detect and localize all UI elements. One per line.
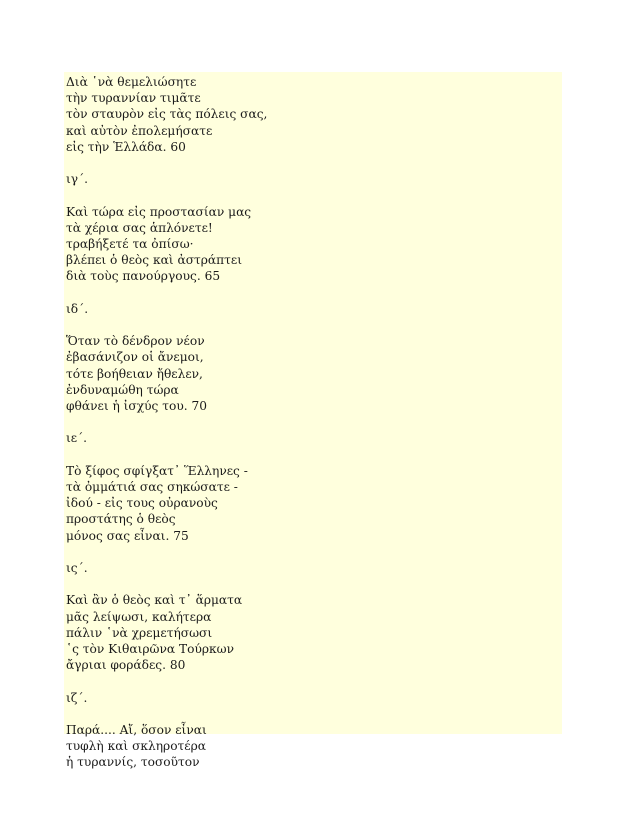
poem-line: Καὶ τώρα εἰς προστασίαν μας (66, 204, 252, 219)
poem-line: καὶ αὐτὸν ἐπολεμήσατε (66, 123, 213, 138)
poem-text-block (64, 72, 562, 770)
poem-line: ἄγριαι φοράδες. 80 (66, 658, 186, 673)
poem-line: ἐβασάνιζον οἱ ἄνεμοι, (66, 350, 204, 365)
stanza-number: ιζ΄. (66, 690, 88, 705)
poem-line: τὰ ὀμμάτιά σας σηκώσατε - (66, 480, 238, 494)
poem-line: Καὶ ἂν ὁ θεὸς καὶ τ᾿ ἅρματα (66, 593, 243, 608)
poem-line: μᾶς λείψωσι, καλήτερα (66, 609, 212, 624)
poem-line: τραβήξετέ τα ὀπίσω· (66, 237, 194, 251)
poem-line: Τὸ ξίφος σφίγξατ᾿ Ἕλληνες - (66, 463, 248, 478)
poem-line: τὴν τυραννίαν τιμᾶτε (66, 91, 201, 106)
poem-line: ἐνδυναμώθη τώρα (66, 382, 179, 397)
poem-line: Διὰ ῾νὰ θεμελιώσητε (66, 75, 197, 89)
poem-line: διὰ τοὺς πανούργους. 65 (66, 269, 221, 284)
poem-line: τυφλὴ καὶ σκληροτέρα (66, 739, 207, 754)
poem-line: εἰς τὴν Ἑλλάδα. 60 (66, 139, 186, 154)
poem-line: τότε βοήθειαν ἤθελεν, (66, 366, 203, 381)
poem-line: τὰ χέρια σας ἁπλόνετε! (66, 220, 213, 235)
poem-line: Παρά.... Αἴ, ὅσον εἶναι (66, 723, 207, 737)
poem-line: μόνος σας εἶναι. 75 (66, 528, 189, 543)
stanza-number: ιδ΄. (66, 301, 89, 316)
stanza-number: ις΄. (66, 561, 88, 575)
poem-line: τὸν σταυρὸν εἰς τὰς πόλεις σας, (66, 107, 268, 122)
poem-line: ῾ς τὸν Κιθαιρῶνα Τούρκων (66, 642, 235, 656)
poem-line: ἰδού - εἰς τους οὐρανοὺς (66, 496, 218, 511)
poem-line: βλέπει ὁ θεὸς καὶ ἀστράπτει (66, 253, 242, 268)
stanza-number: ιε΄. (66, 431, 88, 446)
poem-line: φθάνει ἡ ἰσχύς του. 70 (66, 399, 207, 413)
poem-line: Ὅταν τὸ δένδρον νέον (66, 334, 205, 349)
poem-line: προστάτης ὁ θεὸς (66, 512, 176, 527)
poem-line: πάλιν ῾νὰ χρεμετήσωσι (66, 625, 213, 640)
stanza-number: ιγ΄. (66, 172, 89, 187)
poem-line: ἡ τυραννίς, τοσοῦτον (66, 755, 200, 770)
